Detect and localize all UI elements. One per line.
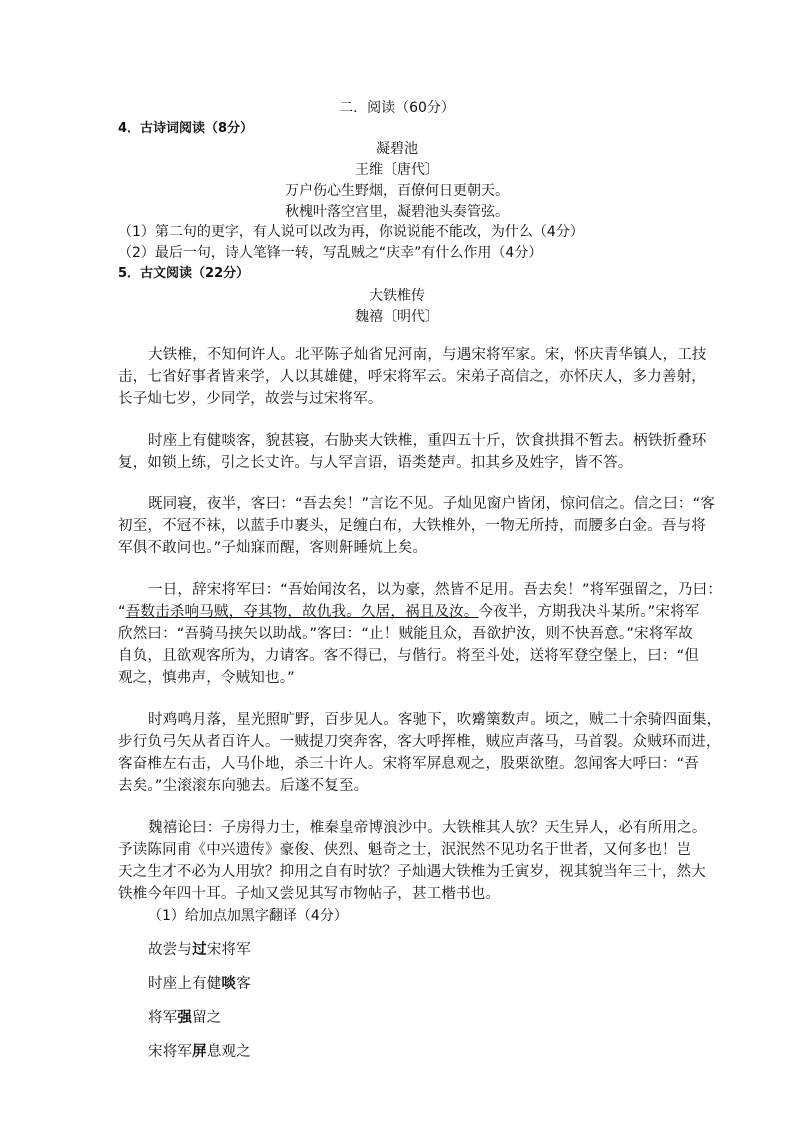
p4-line-4: 自负，且欲观客所为，力请客。客不得已，与偕行。将至斗处，送将军登空堡上，曰：“但 [118,648,700,664]
translate-item-1 [148,940,251,960]
section-title: 二．阅读（60分） [339,100,455,116]
translate-item-3-pre: 将军 [148,1010,178,1026]
p3-line-3: 军俱不敢问也。”子灿寐而醒，客则鼾睡炕上矣。 [118,540,428,556]
p4-line-1: 一日，辞宋将军曰：“吾始闻汝名，以为豪，然皆不足用。吾去矣！”将军强留之，乃曰： [148,582,723,598]
translate-item-4 [148,1042,251,1062]
q4-question-2: （2）最后一句，诗人笔锋一转，写乱贼之“庆幸”有什么作用（4分） [118,245,543,261]
translate-item-1-key: 过 [192,942,207,958]
translate-item-2-pre: 时座上有健 [148,976,222,992]
poem-author: 王维〔唐代〕 [355,162,439,178]
text-title: 大铁椎传 [369,288,425,304]
p5-line-1: 时鸡鸣月落，星光照旷野，百步见人。客驰下，吹觱篥数声。顷之，贼二十余骑四面集， [148,712,722,728]
q4-heading: 4．古诗词阅读（8分） [118,121,254,136]
p5-line-2: 步行负弓矢从者百许人。一贼提刀突奔客，客大呼挥椎，贼应声落马，马首裂。众贼环而进， [118,734,721,750]
p4-quote-open: “ [118,604,126,620]
p4-line-3: 欣然曰：“吾骑马挟矢以助战。”客曰：“止！贼能且众，吾欲护汝，则不快吾意。”宋将军故 [118,626,693,642]
text-author: 魏禧〔明代〕 [355,309,439,325]
p6-line-2: 予读陈同甫《中兴遗传》豪俊、侠烈、魁奇之士，泯泯然不见功名于世者，又何多也！岂 [118,842,692,858]
p6-line-4: 铁椎今年四十耳。子灿又尝见其写市物帖子，甚工楷书也。 [118,886,501,902]
translate-item-3-post: 留之 [192,1010,222,1026]
p3-line-1: 既同寝，夜半，客曰：“吾去矣！”言讫不见。子灿见窗户皆闭，惊问信之。信之曰：“客 [148,496,716,512]
poem-line-1: 万户伤心生野烟，百僚何日更朝天。 [285,183,509,199]
poem-line-2: 秋槐叶落空宫里，凝碧池头奏管弦。 [285,204,509,220]
translate-item-4-post: 息观之 [206,1044,251,1060]
translate-item-2-key: 啖 [221,976,237,992]
poem-title: 凝碧池 [376,141,418,157]
q4-question-1: （1）第二句的更字，有人说可以改为再，你说说能不能改，为什么（4分） [118,224,584,240]
translate-item-2-post: 客 [236,976,251,992]
p5-line-4: 去矣。”尘滚滚东向驰去。后遂不复至。 [118,778,369,794]
translate-item-3 [148,1008,222,1028]
q5-heading: 5．古文阅读（22分） [118,266,250,281]
p4-line-5: 观之，慎弗声，令贼知也。” [118,670,295,686]
p3-line-2: 初至，不冠不袜，以蓝手巾裹头，足缠白布，大铁椎外，一物无所持，而腰多白金。吾与将 [118,518,706,534]
translate-item-4-pre: 宋将军 [148,1044,193,1060]
p6-line-3: 天之生才不必为人用欤？抑用之自有时欤？子灿遇大铁椎为壬寅岁，视其貌当年三十，然大 [118,864,706,880]
q5-sub-question-1: （1）给加点加黑字翻译（4分） [148,908,348,924]
p4-line-2-rest: 今夜半，方期我决斗某所。”宋将军 [478,604,700,620]
p5-line-3: 客奋椎左右击，人马仆地，杀三十许人。宋将军屏息观之，股栗欲堕。忽闻客大呼曰：“吾 [118,756,700,772]
p4-line-2 [118,602,700,622]
p6-line-1: 魏禧论曰：子房得力士，椎秦皇帝博浪沙中。大铁椎其人欤？天生异人，必有所用之。 [148,820,707,836]
underlined-sentence: 吾数击杀响马贼，夺其物，故仇我。久居，祸且及汝。 [125,604,479,620]
p1-line-3: 长子灿七岁，少同学，故尝与过宋将军。 [118,391,383,407]
p1-line-2: 击，七省好事者皆来学，人以其雄健，呼宋将军云。宋弟子高信之，亦怀庆人，多力善射， [118,369,706,385]
translate-item-2 [148,974,251,994]
p2-line-1: 时座上有健啖客，貌甚寝，右胁夹大铁椎，重四五十斤，饮食拱揖不暂去。柄铁折叠环 [148,433,707,449]
translate-item-4-key: 屏 [192,1044,207,1060]
p1-line-1: 大铁椎，不知何许人。北平陈子灿省兄河南，与遇宋将军家。宋，怀庆青华镇人，工技 [148,347,707,363]
translate-item-1-post: 宋将军 [206,942,251,958]
p2-line-2: 复，如锁上练，引之长丈许。与人罕言语，语类楚声。扣其乡及姓字，皆不答。 [118,455,633,471]
translate-item-3-key: 强 [177,1010,193,1026]
translate-item-1-pre: 故尝与 [148,942,193,958]
